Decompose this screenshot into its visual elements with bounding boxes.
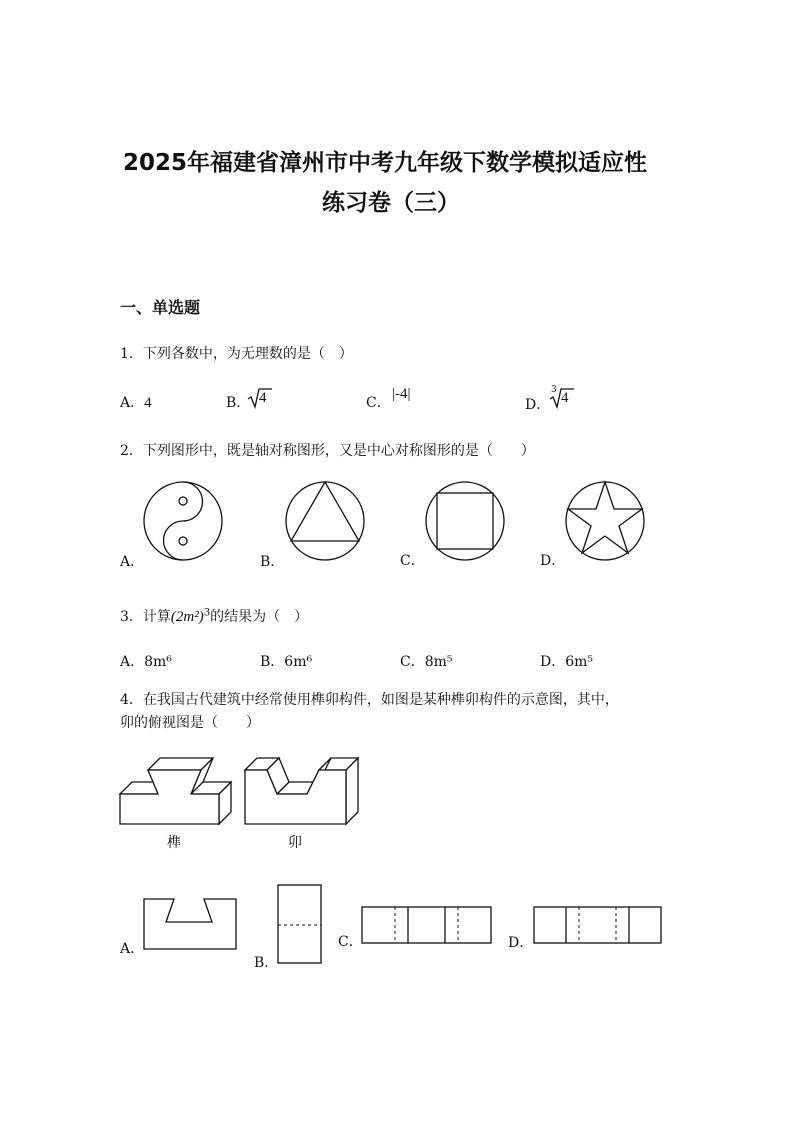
q3-option-a: A．8m⁶	[120, 654, 172, 670]
q1-c-abs-value: |-4|	[392, 386, 411, 402]
q4-figure-a	[142, 897, 238, 953]
mortise-label: 卯	[288, 835, 302, 851]
q1-option-d	[525, 394, 550, 414]
q3-expression: (2m²)	[170, 609, 204, 625]
q4-figure-d	[532, 905, 666, 947]
q2-figure-a-taiji	[140, 480, 230, 564]
q4-option-c-label: C．	[338, 934, 363, 950]
q3-option-b: B．6m⁶	[260, 654, 313, 670]
tenon-3d-figure	[118, 752, 243, 832]
q3-option-d: D．6m⁵	[540, 654, 594, 670]
q3-option-c: C．8m⁵	[400, 654, 453, 670]
q3-exponent: 3	[203, 607, 211, 619]
title-line-1: 2025年福建省漳州市中考九年级下数学模拟适应性	[123, 150, 648, 176]
option-letter: C．	[366, 395, 391, 411]
option-letter: D．	[525, 397, 551, 413]
q1-option-c	[366, 392, 391, 412]
q2-figure-c-square	[423, 480, 513, 564]
q4-option-b-label: B．	[254, 955, 279, 971]
q3-stem-pre: 3．计算	[120, 609, 171, 625]
q1-d-root-index: 3	[551, 385, 557, 395]
tenon-label: 榫	[167, 835, 181, 851]
q4-option-d-label: D．	[508, 935, 534, 951]
option-content: 4	[144, 395, 152, 411]
q1-d-radicand: 4	[561, 390, 569, 406]
q1-b-radicand: 4	[259, 390, 267, 406]
question-2-stem: 2．下列图形中，既是轴对称图形，又是中心对称图形的是（ ）	[120, 443, 535, 459]
question-4-stem-line-1: 4．在我国古代建筑中经常使用榫卯构件，如图是某种榫卯构件的示意图，其中，	[120, 692, 619, 708]
question-3-stem	[120, 606, 308, 626]
q1-option-a	[120, 392, 152, 412]
q2-option-b-label: B．	[260, 554, 285, 570]
q4-figure-c	[360, 905, 494, 947]
mortise-3d-figure	[243, 752, 368, 832]
q2-option-d-label: D．	[540, 553, 566, 569]
section-heading: 一、单选题	[120, 298, 201, 317]
option-letter: A．	[120, 395, 145, 411]
q4-option-a-label: A．	[120, 941, 145, 957]
q4-figure-b	[276, 883, 324, 967]
question-1-stem: 1．下列各数中，为无理数的是（ ）	[120, 346, 353, 362]
q2-figure-b-triangle	[283, 480, 373, 564]
question-4-stem-line-2: 卯的俯视图是（ ）	[120, 715, 260, 731]
q2-option-c-label: C．	[400, 553, 425, 569]
option-letter: B．	[226, 395, 251, 411]
q2-option-a-label: A．	[120, 554, 145, 570]
q3-stem-post: 的结果为（ ）	[210, 609, 309, 625]
title-line-2: 练习卷（三）	[322, 190, 460, 216]
q2-figure-d-star	[562, 480, 652, 564]
